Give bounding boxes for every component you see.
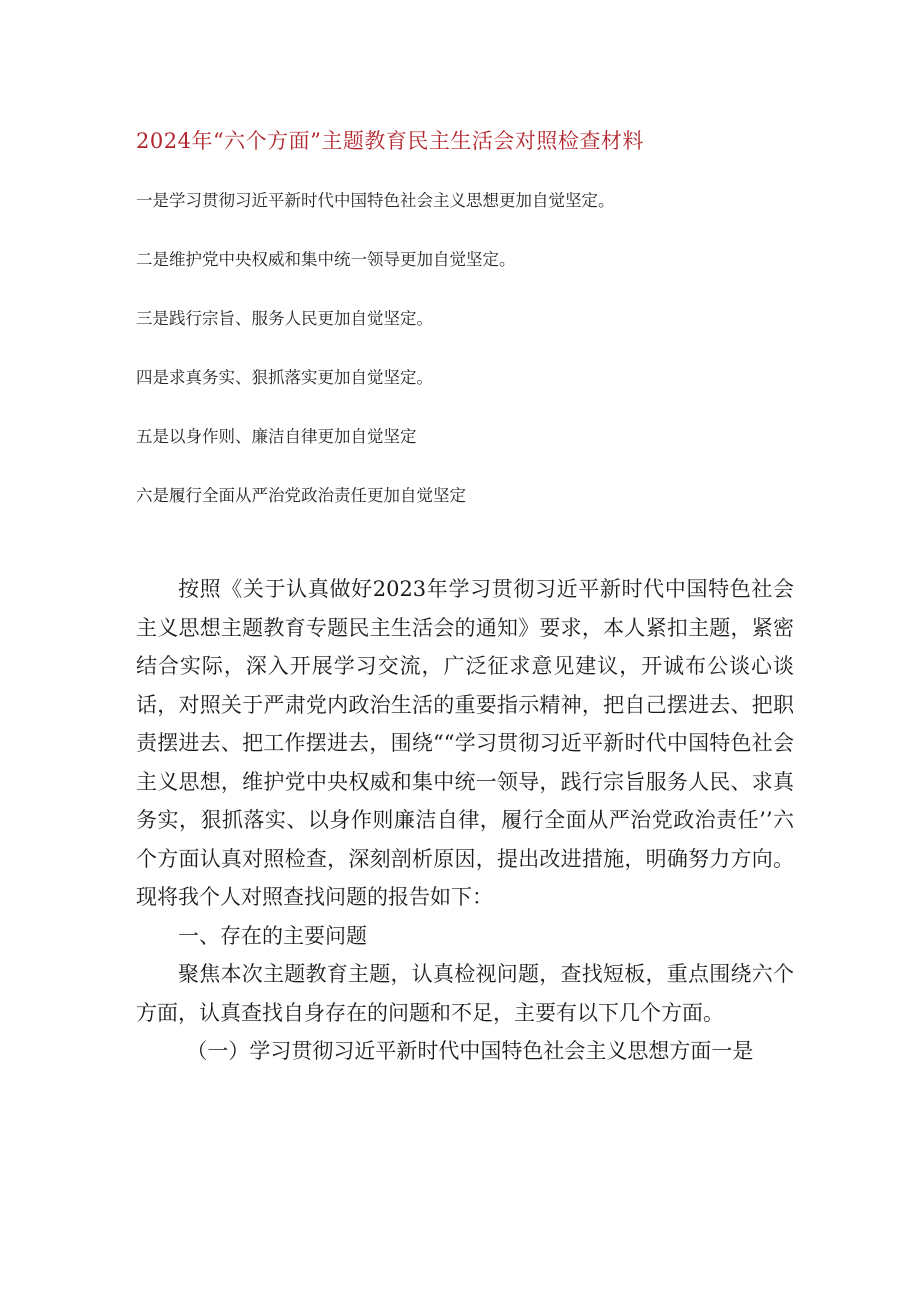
summary-point: 四是求真务实、狠抓落实更加自觉坚定。: [136, 368, 433, 387]
summary-point: 三是践行宗旨、服务人民更加自觉坚定。: [136, 309, 433, 328]
summary-point: 一是学习贯彻习近平新时代中国特色社会主义思想更加自觉坚定。: [136, 191, 615, 210]
body-text: [136, 570, 794, 1071]
summary-point: 五是以身作则、廉洁自律更加自觉坚定: [136, 427, 417, 446]
section-heading: 一、存在的主要问题: [178, 923, 367, 948]
intro-paragraph: 按照《关于认真做好2023年学习贯彻习近平新时代中国特色社会主义思想主题教育专题民主生活会的通知》要求，本人紧扣主题，紧密结合实际，深入开展学习交流，广泛征求意见建议，开诚布公谈心谈话，对照关于严肃党内政治生活的重要指示精神，把自己摆进去、把职责摆进去、把工作摆进去，围绕““学习贯彻习近平新时代中国特色社会主义思想，维护党中央权威和集中统一领导，践行宗旨服务人民、求真务实，狠抓落实、以身作则廉洁自律，履行全面从严治党政治责任’’六个方面认真对照检查，深刻剖析原因，提出改进措施，明确努力方向。现将我个人对照查找问题的报告如下：: [136, 577, 794, 909]
subsection-heading: （一）学习贯彻习近平新时代中国特色社会主义思想方面一是: [186, 1039, 754, 1063]
document-title: 2024年“六个方面”主题教育民主生活会对照检查材料: [136, 129, 644, 153]
summary-points: [136, 188, 836, 542]
summary-point: 二是维护党中央权威和集中统一领导更加自觉坚定。: [136, 250, 516, 269]
summary-point: 六是履行全面从严治党政治责任更加自觉坚定: [136, 486, 466, 505]
section-paragraph: 聚焦本次主题教育主题，认真检视问题，查找短板，重点围绕六个方面，认真查找自身存在的问题和不足，主要有以下几个方面。: [136, 962, 794, 1025]
